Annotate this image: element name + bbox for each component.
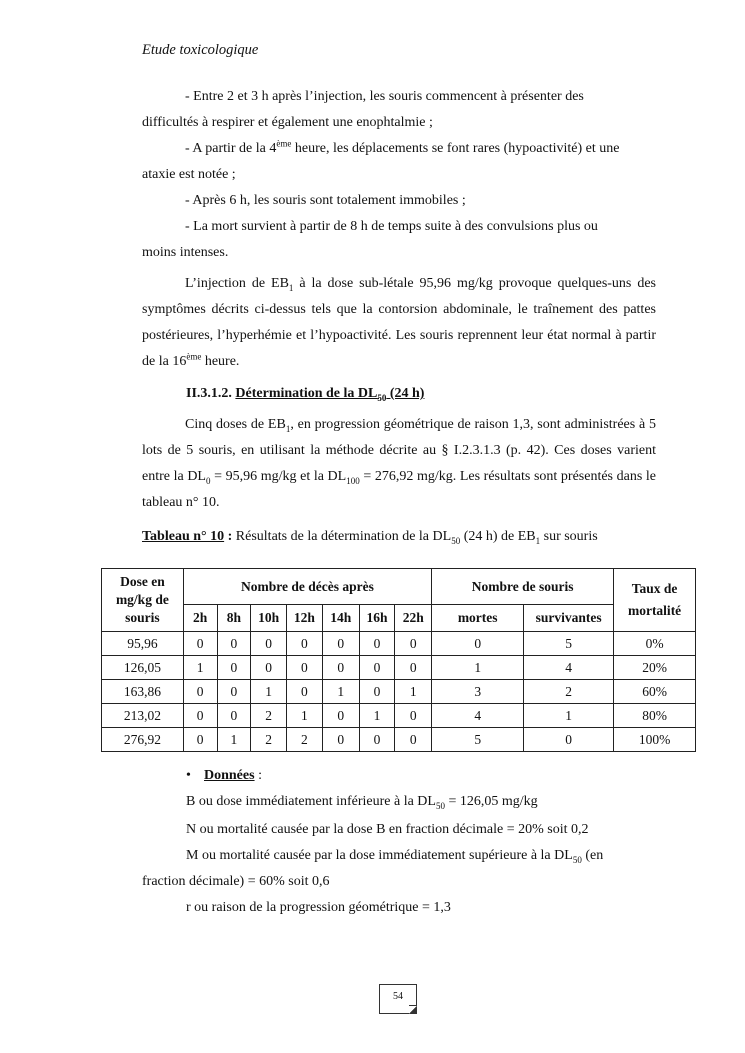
cell-dose: 126,05: [102, 656, 184, 680]
cell-deces: 0: [183, 680, 217, 704]
donnees-n-line: N ou mortalité causée par la dose B en fraction décimale = 20% soit 0,2: [186, 822, 589, 837]
cell-deces: 0: [287, 656, 323, 680]
subscript: 1: [288, 282, 294, 293]
page-fold-icon: [409, 1005, 417, 1014]
cell-deces: 0: [217, 632, 251, 656]
text-span: (24 h) de EB: [460, 529, 536, 544]
cell-deces: 0: [395, 704, 432, 728]
table-caption: [142, 529, 598, 545]
text-span: - A partir de la 4: [185, 141, 277, 156]
subscript: 1: [535, 535, 541, 546]
list-item-continuation: ataxie est notée ;: [142, 167, 236, 182]
cell-deces: 0: [251, 656, 287, 680]
cell-deces: 0: [359, 632, 395, 656]
text-span: , en progression géométrique de raison 1,3, sont administrées à 5 lots de 5 souris, en utilisant la méthode décrite au § I.2.3.1.3 (p. 42). Ces doses varient entre la DL: [142, 417, 656, 484]
text-span: = 95,96 mg/kg et la DL: [210, 469, 347, 484]
text-span: à la dose sub-létale 95,96 mg/kg provoque quelques-uns des symptômes décrits ci-dessus tels que la contorsion abdominale, le traînement des pattes postérieures, l’hyperhémie et l’hypoactivité. Les souris reprennent leur état normal à partir de la 16: [142, 276, 656, 369]
section-number: II.3.1.2.: [186, 386, 232, 401]
page-number: 54: [379, 984, 417, 1014]
text-span: sur souris: [540, 529, 598, 544]
col-header-hour: 16h: [359, 605, 395, 632]
cell-deces: 0: [359, 728, 395, 752]
cell-deces: 0: [183, 728, 217, 752]
cell-deces: 1: [183, 656, 217, 680]
text-span: = 126,05 mg/kg: [444, 794, 538, 809]
text-span: :: [254, 768, 262, 783]
col-header-souris: Nombre de souris: [432, 569, 614, 605]
text-span: = 276,92 mg/kg. Les résultats sont présentés dans le tableau n° 10.: [142, 469, 656, 510]
cell-deces: 1: [395, 680, 432, 704]
list-item-continuation: difficultés à respirer et également une enophtalmie ;: [142, 115, 433, 130]
cell-deces: 0: [322, 704, 359, 728]
cell-survivantes: 5: [524, 632, 614, 656]
observation-list: [142, 84, 656, 266]
cell-survivantes: 1: [524, 704, 614, 728]
text-span: heure, les déplacements se font rares (hypoactivité) et une: [291, 141, 620, 156]
text-span: L’injection de EB: [185, 276, 289, 291]
col-header-hour: 8h: [217, 605, 251, 632]
col-header-mortes: mortes: [432, 605, 524, 632]
col-header-hour: 22h: [395, 605, 432, 632]
donnees-heading: [186, 768, 262, 784]
cell-taux: 60%: [614, 680, 696, 704]
subscript: 0: [205, 475, 211, 486]
cell-deces: 0: [395, 656, 432, 680]
col-header-hour: 14h: [322, 605, 359, 632]
cell-deces: 0: [287, 680, 323, 704]
cell-deces: 0: [395, 632, 432, 656]
col-header-hour: 12h: [287, 605, 323, 632]
cell-deces: 0: [251, 632, 287, 656]
text-span: Résultats de la détermination de la DL: [232, 529, 452, 544]
text-span: B ou dose immédiatement inférieure à la DL: [186, 794, 436, 809]
cell-mortes: 4: [432, 704, 524, 728]
cell-deces: 0: [217, 680, 251, 704]
cell-deces: 1: [217, 728, 251, 752]
cell-deces: 0: [359, 656, 395, 680]
cell-deces: 0: [322, 728, 359, 752]
cell-dose: 163,86: [102, 680, 184, 704]
table-row: [102, 704, 696, 728]
list-item: - Entre 2 et 3 h après l’injection, les souris commencent à présenter des: [185, 89, 584, 104]
cell-survivantes: 2: [524, 680, 614, 704]
cell-dose: 276,92: [102, 728, 184, 752]
text-span: fraction décimale) = 60% soit 0,6: [142, 874, 330, 889]
table-row: [102, 632, 696, 656]
table-header-row: [102, 569, 696, 605]
subscript: 100: [346, 475, 360, 486]
cell-survivantes: 0: [524, 728, 614, 752]
col-header-hour: 2h: [183, 605, 217, 632]
section-heading: [186, 386, 424, 402]
paragraph-sublethal-dose: [142, 271, 656, 375]
donnees-b-line: [186, 794, 538, 810]
table-row: [102, 680, 696, 704]
text-span: M ou mortalité causée par la dose immédiatement supérieure à la DL: [186, 848, 573, 863]
cell-dose: 213,02: [102, 704, 184, 728]
cell-taux: 20%: [614, 656, 696, 680]
cell-mortes: 1: [432, 656, 524, 680]
cell-deces: 0: [322, 656, 359, 680]
subscript: 50: [451, 535, 461, 546]
subscript: 1: [285, 423, 291, 434]
col-header-dose: Dose en mg/kg de souris: [102, 569, 184, 632]
cell-mortes: 3: [432, 680, 524, 704]
paragraph-method: [142, 412, 656, 516]
bullet-icon: •: [186, 768, 191, 783]
superscript: ème: [186, 351, 202, 362]
table-row: [102, 656, 696, 680]
cell-deces: 0: [395, 728, 432, 752]
donnees-m-line: [142, 843, 656, 895]
col-header-survivantes: survivantes: [524, 605, 614, 632]
cell-deces: 0: [217, 704, 251, 728]
cell-deces: 1: [359, 704, 395, 728]
caption-colon: :: [224, 529, 233, 544]
donnees-r-line: r ou raison de la progression géométrique = 1,3: [186, 900, 451, 915]
superscript: ème: [276, 138, 292, 149]
cell-taux: 80%: [614, 704, 696, 728]
cell-deces: 2: [287, 728, 323, 752]
cell-deces: 1: [251, 680, 287, 704]
cell-survivantes: 4: [524, 656, 614, 680]
text-span: Détermination de la DL: [235, 386, 378, 401]
col-header-hour: 10h: [251, 605, 287, 632]
table-row: [102, 728, 696, 752]
text-span: heure.: [201, 354, 240, 369]
list-item-continuation: moins intenses.: [142, 245, 229, 260]
results-table: [101, 568, 696, 752]
cell-deces: 0: [287, 632, 323, 656]
cell-deces: 0: [322, 632, 359, 656]
list-item: - Après 6 h, les souris sont totalement immobiles ;: [185, 193, 466, 208]
cell-mortes: 5: [432, 728, 524, 752]
text-span: Cinq doses de EB: [185, 417, 286, 432]
section-title: [235, 386, 424, 401]
table-subheader-row: [102, 605, 696, 632]
page-header: Etude toxicologique: [142, 42, 259, 58]
donnees-label: Données: [204, 768, 255, 783]
cell-mortes: 0: [432, 632, 524, 656]
caption-label: Tableau n° 10: [142, 529, 225, 544]
cell-deces: 0: [183, 704, 217, 728]
text-span: (en: [581, 848, 604, 863]
cell-deces: 1: [322, 680, 359, 704]
cell-taux: 100%: [614, 728, 696, 752]
cell-taux: 0%: [614, 632, 696, 656]
cell-deces: 0: [217, 656, 251, 680]
cell-deces: 2: [251, 704, 287, 728]
cell-dose: 95,96: [102, 632, 184, 656]
cell-deces: 2: [251, 728, 287, 752]
col-header-taux: Taux de mortalité: [614, 569, 696, 632]
subscript: 50: [435, 800, 445, 811]
cell-deces: 1: [287, 704, 323, 728]
cell-deces: 0: [359, 680, 395, 704]
subscript: 50: [572, 854, 582, 865]
col-header-deces: Nombre de décès après: [183, 569, 431, 605]
text-span: (24 h): [386, 386, 425, 401]
cell-deces: 0: [183, 632, 217, 656]
subscript: 50: [377, 392, 387, 403]
list-item: - La mort survient à partir de 8 h de temps suite à des convulsions plus ou: [185, 219, 598, 234]
list-item: [142, 136, 656, 162]
